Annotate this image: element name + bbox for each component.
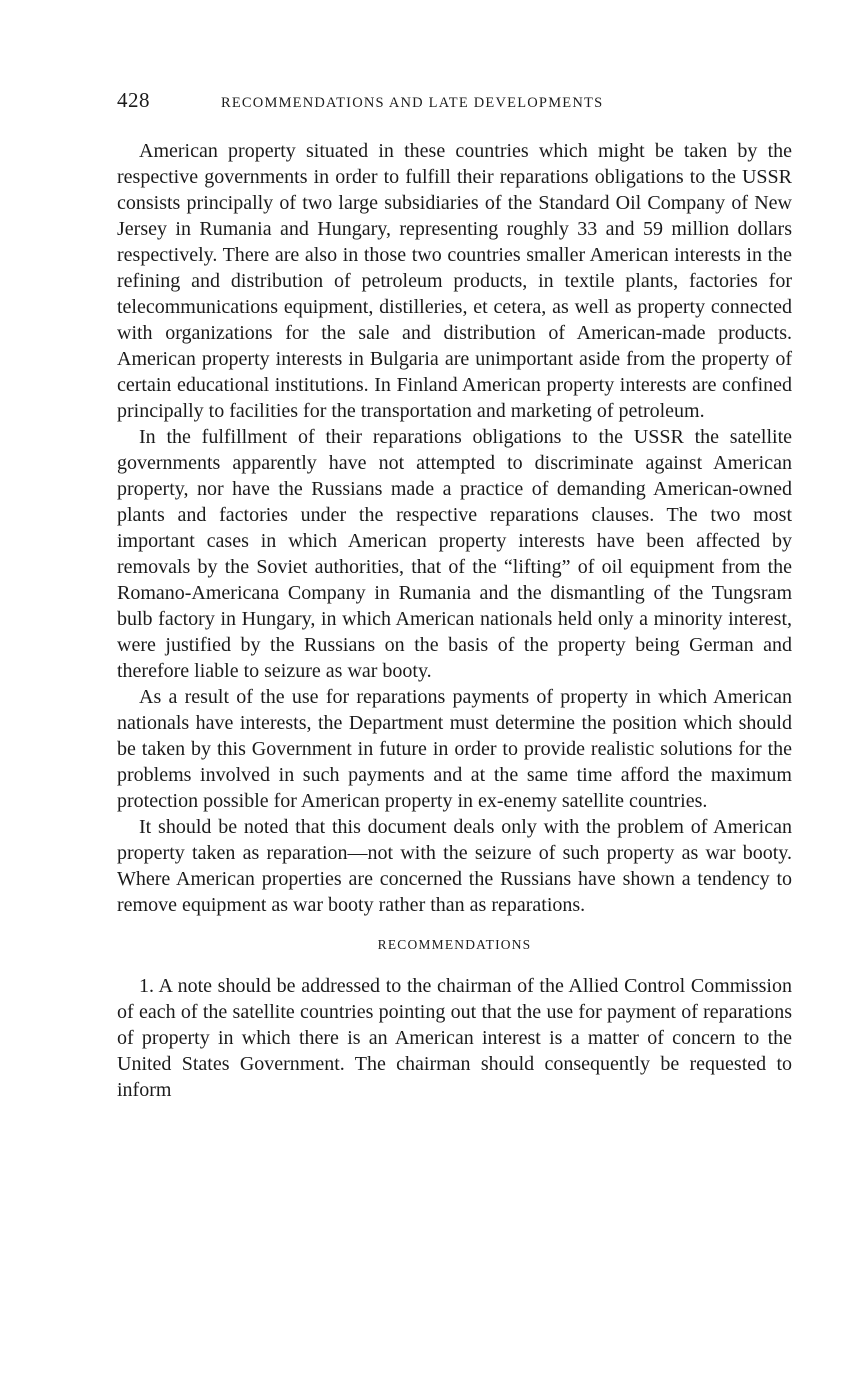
- section-heading-recommendations: RECOMMENDATIONS: [377, 937, 532, 952]
- paragraph-reparations-obligations: In the fulfillment of their reparations obligations to the USSR the satellite governments apparently have not attempted to discriminate against American property, nor have the Russians made a practice of demanding American-owned plants and factories under the respective reparations clauses. The two most important cases in which American property interests have been affected by removals by the Soviet authorities, that of the “lifting” of oil equipment from the Romano-Americana Company in Rumania and the dismantling of the Tungsram bulb factory in Hungary, in which American nationals held only a minority interest, were justified by the Russians on the basis of the property being German and therefore liable to seizure as war booty.: [117, 426, 792, 682]
- body-text: [117, 138, 792, 1103]
- recommendation-1: 1. A note should be addressed to the chairman of the Allied Control Commission of each of the satellite countries pointing out that the use for payment of reparations of property in which there is an American interest is a matter of concern to the United States Government. The chairman should consequently be requested to inform: [117, 975, 792, 1101]
- paragraph-war-booty-note: It should be noted that this document deals only with the problem of American property taken as reparation—not with the seizure of such property as war booty. Where American properties are concerned the Russians have shown a tendency to remove equipment as war booty rather than as reparations.: [117, 816, 792, 916]
- page-number: 428: [117, 88, 150, 112]
- document-page: [117, 88, 792, 1103]
- paragraph-department-position: As a result of the use for reparations payments of property in which American nationals have interests, the Department must determine the position which should be taken by this Government in future in order to provide realistic solutions for the problems involved in such payments and at the same time afford the maximum protection possible for American property in ex-enemy satellite countries.: [117, 686, 792, 812]
- running-title: RECOMMENDATIONS AND LATE DEVELOPMENTS: [221, 95, 604, 111]
- running-head: [117, 88, 792, 118]
- paragraph-american-property: American property situated in these countries which might be taken by the respective governments in order to fulfill their reparations obligations to the USSR consists principally of two large subsidiaries of the Standard Oil Company of New Jersey in Rumania and Hungary, representing roughly 33 and 59 million dollars respectively. There are also in those two countries smaller American interests in the refining and distribution of petroleum products, in textile plants, factories for telecommunications equipment, distilleries, et cetera, as well as property connected with organizations for the sale and distribution of American-made products. American property interests in Bulgaria are unimportant aside from the property of certain educational institutions. In Finland American property interests are confined principally to facilities for the transportation and marketing of petroleum.: [117, 140, 792, 422]
